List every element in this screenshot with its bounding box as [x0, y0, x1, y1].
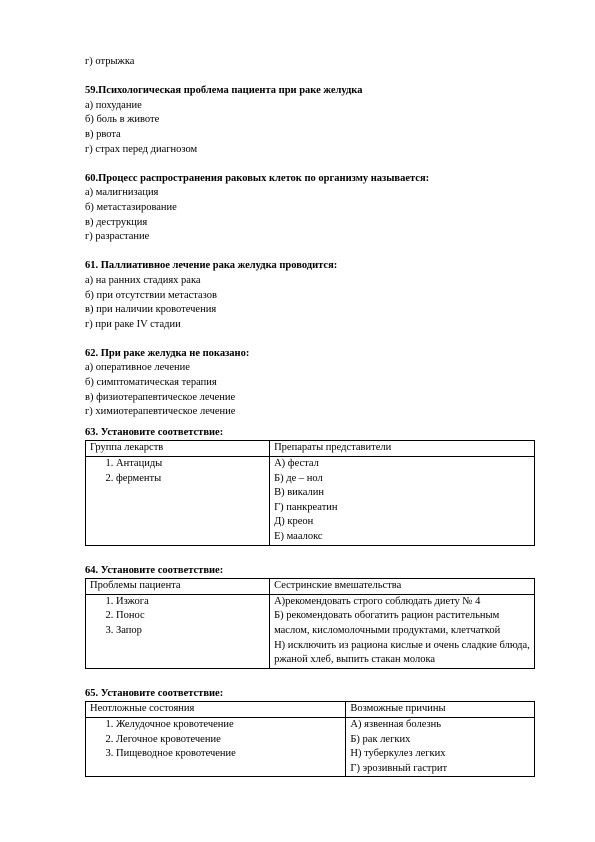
q65-right-item: Б) рак легких	[350, 733, 411, 745]
q65-left-item: 3. Пищеводное кровотечение	[116, 747, 341, 762]
q63-left-cell	[86, 457, 270, 546]
q64-right-item: ржаной хлеб, выпить стакан молока	[274, 654, 436, 666]
q64-right-item: Н) исключить из рациона кислые и очень сладкие блюда,	[274, 639, 530, 651]
q60-option-a: а) малигнизация	[85, 187, 159, 199]
q64-col2-header: Сестринские вмешательства	[270, 579, 535, 595]
q64-right-cell	[270, 594, 535, 668]
q65-col2-header: Возможные причины	[346, 702, 535, 718]
q63-right-item: А) фестал	[274, 458, 319, 470]
q64-left-cell	[86, 594, 270, 668]
q64-right-item: маслом, кисломолочными продуктами, клетчаткой	[274, 624, 501, 636]
q59-option-b: б) боль в животе	[85, 114, 160, 126]
q65-left-item: 2. Легочное кровотечение	[116, 733, 341, 748]
question-62-title: 62. При раке желудка не показано:	[85, 347, 250, 359]
q63-right-item: Г) панкреатин	[274, 501, 338, 513]
q63-left-item: 1. Антациды	[116, 457, 265, 472]
q62-option-c: в) физиотерапевтическое лечение	[85, 391, 236, 403]
question-63-title: 63. Установите соответствие:	[85, 426, 224, 438]
q60-option-c: в) деструкция	[85, 216, 148, 228]
q65-match-table	[85, 701, 535, 777]
q64-left-item: 2. Понос	[116, 609, 265, 624]
q63-right-item: Е) маалокс	[274, 531, 323, 542]
q64-match-table	[85, 578, 535, 669]
q65-right-item: Н) туберкулез легких	[350, 748, 446, 760]
q62-option-b: б) симптоматическая терапия	[85, 377, 217, 389]
question-65-title: 65. Установите соответствие:	[85, 687, 224, 699]
q62-option-a: а) оперативное лечение	[85, 362, 190, 374]
q60-option-d: г) разрастание	[85, 231, 150, 243]
q59-option-a: а) похудание	[85, 99, 142, 111]
q63-right-cell	[270, 457, 535, 546]
q65-left-item: 1. Желудочное кровотечение	[116, 718, 341, 733]
q61-option-d: г) при раке IV стадии	[85, 318, 181, 330]
q65-right-item: А) язвенная болезнь	[350, 718, 442, 730]
q61-option-b: б) при отсутствии метастазов	[85, 289, 217, 301]
q63-col2-header: Препараты представители	[270, 441, 535, 457]
q65-right-item: Г) эрозивный гастрит	[350, 762, 448, 774]
q63-right-item: Д) креон	[274, 516, 314, 528]
q61-option-c: в) при наличии кровотечения	[85, 304, 217, 316]
q64-left-item: 1. Изжога	[116, 595, 265, 610]
q64-right-item: А)рекомендовать строго соблюдать диету № 4	[274, 595, 481, 607]
previous-answer-line: г) отрыжка	[85, 56, 135, 67]
question-64-title: 64. Установите соответствие:	[85, 564, 224, 576]
q59-option-c: в) рвота	[85, 128, 121, 140]
q64-col1-header: Проблемы пациента	[86, 579, 270, 595]
q64-right-item: Б) рекомендовать обогатить рацион растительным	[274, 610, 500, 622]
q61-option-a: а) на ранних стадиях рака	[85, 274, 201, 286]
q62-option-d: г) химиотерапевтическое лечение	[85, 406, 236, 418]
q65-right-cell	[346, 717, 535, 776]
question-60-title: 60.Процесс распространения раковых клеток по организму называется:	[85, 172, 430, 184]
q63-left-item: 2. ферменты	[116, 472, 265, 487]
question-61-title: 61. Паллиативное лечение рака желудка проводится:	[85, 260, 338, 272]
q63-right-item: В) викалин	[274, 487, 324, 499]
q63-col1-header: Группа лекарств	[86, 441, 270, 457]
q63-match-table	[85, 440, 535, 545]
q63-right-item: Б) де – нол	[274, 472, 323, 484]
q65-col1-header: Неотложные состояния	[86, 702, 346, 718]
document-page	[85, 55, 535, 777]
question-59-title: 59.Психологическая проблема пациента при раке желудка	[85, 85, 363, 97]
q65-left-cell	[86, 717, 346, 776]
q64-left-item: 3. Запор	[116, 624, 265, 639]
q60-option-b: б) метастазирование	[85, 201, 177, 213]
q59-option-d: г) страх перед диагнозом	[85, 143, 198, 155]
